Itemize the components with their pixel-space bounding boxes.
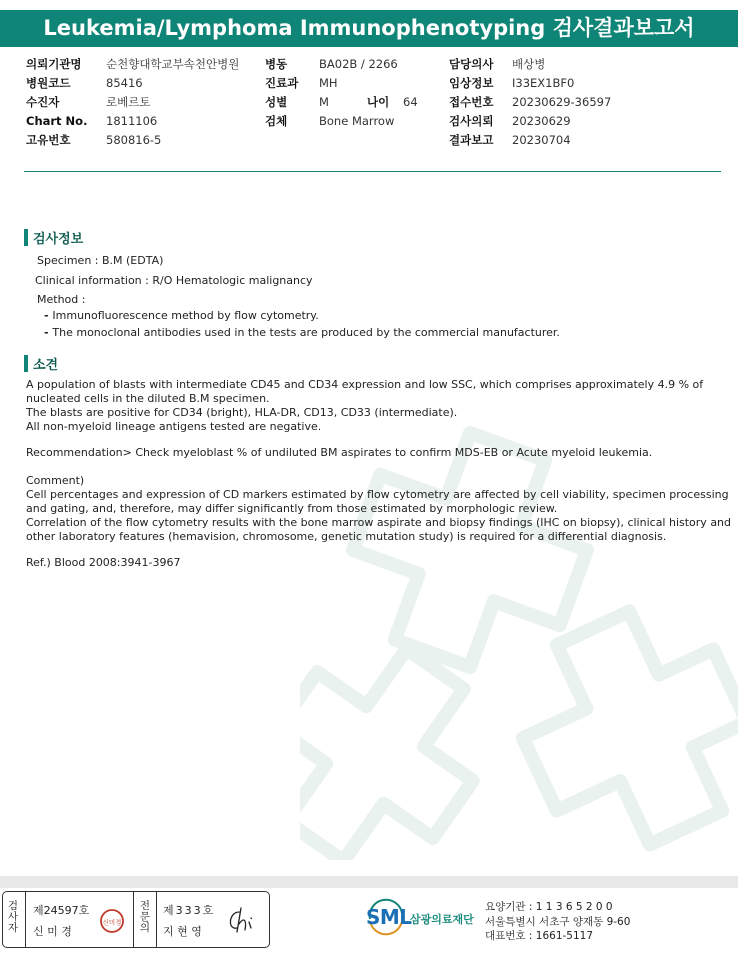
label-request-date: 검사의뢰	[449, 114, 494, 128]
institution-phone: 대표번호 : 1661-5117	[485, 930, 594, 942]
recommendation: Recommendation> Check myeloblast % of undiluted BM aspirates to confirm MDS-EB or Acute myeloid leukemia.	[26, 446, 653, 459]
method-item-text: Immunofluorescence method by flow cytometry.	[52, 309, 319, 322]
label-doctor: 담당의사	[449, 57, 494, 71]
report-title: Leukemia/Lymphoma Immunophenotyping 검사결과보고서	[0, 10, 738, 47]
finding-line: A population of blasts with intermediate CD45 and CD34 expression and low SSC, which comprises approximately 4.9 % of	[26, 378, 704, 391]
finding-line: nucleated cells in the diluted B.M specimen.	[26, 392, 270, 405]
comment-label: Comment)	[26, 474, 85, 487]
label-age: 나이	[367, 95, 390, 109]
section-marker	[24, 229, 28, 246]
method-item: - Immunofluorescence method by flow cytometry.	[44, 309, 319, 322]
method-item: - The monoclonal antibodies used in the tests are produced by the commercial manufacturer.	[44, 326, 560, 339]
tester-vertical-label	[5, 901, 21, 934]
label-patient: 수진자	[26, 95, 60, 109]
sml-logo	[366, 897, 478, 941]
section-marker	[24, 355, 28, 372]
specialist-no: 제333호	[163, 904, 216, 917]
comment-line: other laboratory features (hemavision, chromosome, genetic mutation study) is required for a differential diagnosis.	[26, 530, 667, 543]
label-unique-no: 고유번호	[26, 133, 71, 147]
value-unique-no: 580816-5	[106, 133, 162, 147]
method-item-text: The monoclonal antibodies used in the tests are produced by the commercial manufacturer.	[52, 326, 560, 339]
institution-address: 서울특별시 서초구 양재동 9-60	[485, 915, 631, 928]
divider	[133, 892, 134, 947]
header-divider	[24, 171, 721, 172]
tester-no: 제24597호	[33, 904, 90, 917]
value-age: 64	[403, 95, 418, 109]
label-institution: 의뢰기관명	[26, 57, 82, 71]
method-label: Method :	[37, 293, 86, 306]
section-test-info-heading	[24, 228, 83, 246]
label-clinical-info: 임상정보	[449, 76, 494, 90]
specialist-name: 지 현 영	[163, 925, 202, 938]
section-findings-heading	[24, 354, 58, 372]
value-sex: M	[319, 95, 329, 109]
reference: Ref.) Blood 2008:3941-3967	[26, 556, 181, 569]
finding-line: The blasts are positive for CD34 (bright), HLA-DR, CD13, CD33 (intermediate).	[26, 406, 458, 419]
foundation-name: 삼광의료재단	[410, 913, 474, 926]
institution-number: 요양기관 : 1 1 3 6 5 2 0 0	[485, 901, 613, 913]
specialist-label: 전문의	[139, 900, 151, 934]
value-ward: BA02B / 2266	[319, 57, 398, 71]
comment-block	[26, 474, 731, 544]
comment-line: and gating, and, therefore, may differ significantly from those estimated by morphologic review.	[26, 502, 558, 515]
section-findings-title: 소견	[33, 357, 59, 373]
value-request-date: 20230629	[512, 114, 571, 128]
specialist-vertical-label	[137, 901, 153, 934]
tester-label: 검사자	[7, 900, 19, 934]
institution-info	[485, 900, 630, 944]
value-report-date: 20230704	[512, 133, 571, 147]
divider	[156, 892, 157, 947]
header-col-3	[449, 55, 719, 150]
header-col-2	[265, 55, 445, 131]
sml-logo-text: SML	[366, 905, 412, 929]
signature-box	[2, 891, 270, 948]
section-test-info-title: 검사정보	[33, 231, 84, 247]
tester-name: 신 미 경	[33, 925, 72, 938]
label-chart-no: Chart No.	[26, 114, 88, 128]
divider	[25, 892, 26, 947]
label-department: 진료과	[265, 76, 299, 90]
clinical-info-line: Clinical information : R/O Hematologic malignancy	[35, 274, 313, 287]
value-department: MH	[319, 76, 338, 90]
label-sex: 성별	[265, 95, 288, 109]
tester-seal-icon	[99, 908, 125, 934]
value-receipt-no: 20230629-36597	[512, 95, 612, 109]
label-ward: 병동	[265, 57, 288, 71]
header-col-1	[26, 55, 266, 150]
label-specimen-type: 검체	[265, 114, 288, 128]
signature-icon	[225, 906, 263, 936]
value-doctor: 배상병	[512, 57, 546, 71]
value-hospital-code: 85416	[106, 76, 143, 90]
finding-paragraph	[26, 378, 726, 434]
comment-line: Correlation of the flow cytometry results with the bone marrow aspirate and biopsy findings (IHC on biopsy), clinical history and	[26, 516, 732, 529]
value-specimen-type: Bone Marrow	[319, 114, 395, 128]
value-chart-no: 1811106	[106, 114, 158, 128]
value-patient: 로베르토	[106, 95, 151, 109]
value-institution: 순천향대학교부속천안병원	[106, 57, 240, 71]
finding-line: All non-myeloid lineage antigens tested are negative.	[26, 420, 322, 433]
specimen-line: Specimen : B.M (EDTA)	[37, 254, 164, 267]
comment-line: Cell percentages and expression of CD markers estimated by flow cytometry are affected by cell viability, specimen processing	[26, 488, 729, 501]
footer-band	[0, 876, 738, 888]
value-clinical-info: I33EX1BF0	[512, 76, 575, 90]
label-receipt-no: 접수번호	[449, 95, 494, 109]
label-report-date: 결과보고	[449, 133, 494, 147]
seal-text: 신미경	[102, 918, 122, 927]
label-hospital-code: 병원코드	[26, 76, 71, 90]
